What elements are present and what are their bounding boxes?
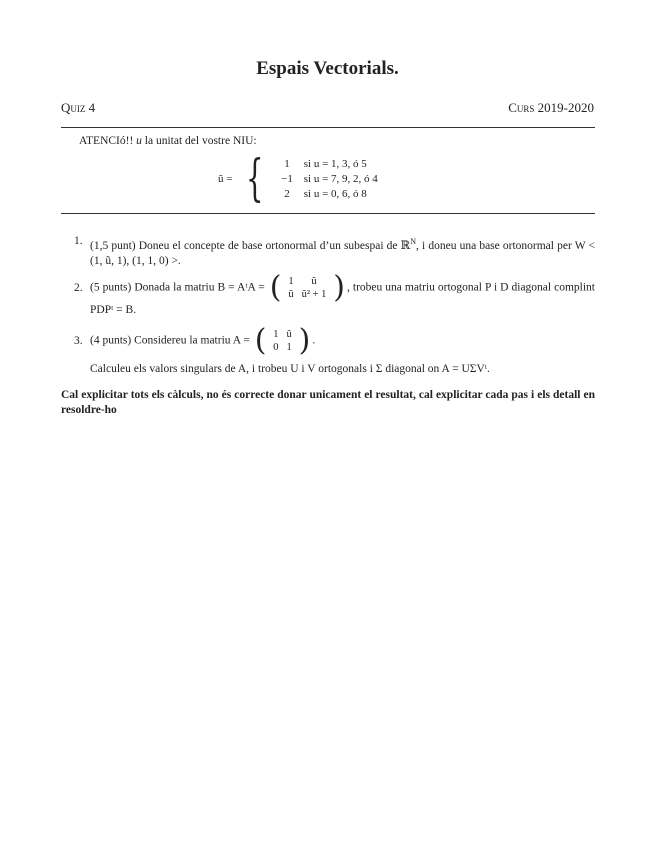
notice-var: u [136, 135, 142, 147]
question-number: 1. [74, 235, 83, 247]
matrix-table [284, 275, 330, 301]
piecewise-lhs: ũ = [218, 173, 233, 185]
question-text-a: (4 punts) Considereu la matriu A = [90, 334, 250, 347]
matrix-b [269, 270, 345, 305]
question-text [90, 270, 595, 318]
question-text-b: . [312, 334, 316, 347]
closing-instruction: Cal explicitar tots els càlculs, no és correcte donar unicament el resultat, cal explicitar cada pas i els detall en resoldre-ho [61, 389, 595, 416]
quiz-label: Quiz 4 [61, 100, 96, 115]
right-paren: ) [298, 323, 311, 358]
piecewise-row [273, 188, 367, 202]
matrix-cell: 1 [273, 329, 279, 340]
question-number: 3. [74, 335, 83, 347]
question-text [90, 323, 595, 377]
matrix-a [254, 323, 311, 358]
piecewise-definition [218, 149, 458, 207]
question-text-a: (5 punts) Donada la matriu B = AᵗA = [90, 281, 265, 294]
question-sup: N [410, 237, 417, 246]
matrix-cell: ũ [286, 329, 292, 340]
matrix-cell: ũ [311, 276, 317, 287]
top-rule [61, 127, 595, 128]
bottom-rule [61, 213, 595, 214]
question-number: 2. [74, 282, 83, 294]
piecewise-value: −1 [281, 173, 293, 185]
question-text [90, 234, 595, 269]
piecewise-condition: si u = 0, 6, ó 8 [303, 188, 367, 200]
matrix-cell: 0 [273, 342, 279, 353]
left-paren: ( [254, 323, 267, 358]
matrix-cell: ũ² + 1 [301, 289, 327, 300]
piecewise-row [273, 173, 378, 187]
piecewise-value: 1 [284, 158, 290, 170]
question-text-b: , trobeu una matriu ortogonal P i D diagonal complint PDPᵗ = B. [90, 281, 595, 316]
notice-line [79, 135, 257, 147]
matrix-table [269, 328, 296, 354]
left-brace: { [246, 149, 264, 207]
piecewise-value: 2 [284, 188, 290, 200]
document-title: Espais Vectorials. [256, 58, 399, 79]
course-label: Curs 2019-2020 [508, 100, 594, 115]
matrix-cell: ũ [288, 289, 294, 300]
matrix-cell: 1 [286, 342, 292, 353]
notice-suffix: la unitat del vostre NIU: [144, 135, 257, 147]
piecewise-condition: si u = 1, 3, ó 5 [303, 158, 367, 170]
right-paren: ) [333, 270, 345, 305]
question-text-b: , i doneu una base ortonormal per W < (1, ũ, 1), (1, 1, 0) >. [90, 239, 595, 267]
left-paren: ( [269, 270, 282, 305]
notice-prefix: ATENCIó!! [79, 135, 134, 147]
piecewise-condition: si u = 7, 9, 2, ó 4 [303, 173, 378, 185]
question-text-a: (1,5 punt) Doneu el concepte de base ortonormal d’un subespai de ℝ [90, 239, 411, 252]
piecewise-row [273, 158, 367, 172]
matrix-cell: 1 [288, 276, 294, 287]
question-text-c: Calculeu els valors singulars de A, i trobeu U i V ortogonals i Σ diagonal on A = UΣVᵗ. [90, 363, 490, 375]
